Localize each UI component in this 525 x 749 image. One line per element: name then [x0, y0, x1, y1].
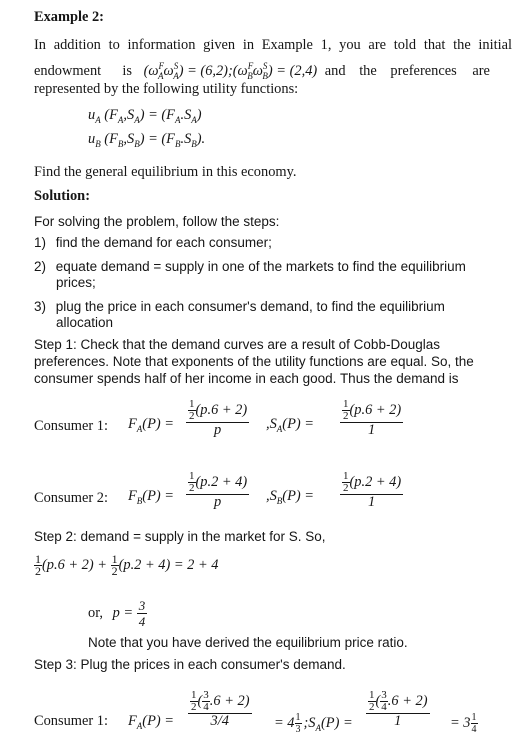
step1-line-3: consumer spends half of her income in each good. Thus the demand is	[34, 371, 459, 386]
step-item-3-text: plug the price in each consumer's demand, to find the equilibrium	[55, 299, 445, 314]
step2-line-1: Step 2: demand = supply in the market for S. So,	[34, 529, 326, 544]
intro-word-and: and	[324, 62, 346, 79]
step-item-1-num: 1)	[34, 235, 47, 250]
intro-line-3: represented by the following utility functions:	[34, 81, 299, 97]
intro-word-are: are	[472, 62, 490, 79]
utility-a: $u_A$ $(F_A,S_A) = (F_A.S_A)$	[88, 107, 202, 125]
step3-fa-fraction: $\frac{1}{2}$ ( $\frac{3}{4}$ .6 + 2) 3/4	[188, 690, 252, 729]
intro-line-1: In addition to information given in Example 1, you are told that the initial	[34, 37, 512, 53]
intro-word-the: the	[359, 62, 377, 79]
step-item-1-text: find the demand for each consumer;	[55, 235, 272, 250]
task-text: Find the general equilibrium in this economy.	[34, 164, 297, 180]
step-item-3-num: 3)	[34, 299, 47, 314]
step-item-2	[34, 258, 512, 276]
step3-label: Consumer 1:	[34, 713, 108, 729]
utility-b: $u_B$ $(F_B,S_B) = (F_B.S_B)$.	[88, 131, 206, 149]
example-heading: Example 2:	[34, 9, 104, 25]
consumer1-label: Consumer 1:	[34, 418, 108, 434]
step2-p-eq: p =	[112, 604, 134, 621]
step3-line-1: Step 3: Plug the prices in each consumer's demand.	[34, 657, 346, 672]
consumer2-fb-fraction: $\frac{1}{2}$ (p.2 + 4) p	[186, 471, 249, 510]
intro-word-is: is	[122, 62, 132, 79]
step-item-2-text: equate demand = supply in one of the markets to find the equilibrium	[55, 259, 466, 274]
endowment-equation: $(\omega^F_A\omega^S_A)$ = $(6,2);(\omega^F_B\omega^S_B) = (2,4)$	[143, 61, 318, 81]
step-item-2-num: 2)	[34, 259, 47, 274]
step2-price-fraction: $\frac{3}{4}$	[138, 598, 146, 629]
consumer1-sa-fraction: $\frac{1}{2}$ (p.6 + 2) 1	[340, 399, 403, 438]
step3-sa-fraction: $\frac{1}{2}$ ( $\frac{3}{4}$ .6 + 2) 1	[366, 690, 430, 729]
document-page: Example 2: In addition to information given in Example 1, you are told that the initial endowment is $(\omega^F_A\omega^S_A)$ = $(6,2);(\omega^F_B\omega^S_B) = (2,4)$ and the preferences are represented by the following utility functions: $u_A$ $(F_A,S_A) = (F_A.S_A)$ $u_B$ $(F_B,S_B) = (F_B.S_B)$. Find the general equilibrium in this economy. Solution: For solving the problem, follow the steps: 1) find the demand for each consumer; 2) equate demand = supply in one of the markets to find the equilibrium prices; 3) plug the price in each consumer's demand, to find the equilibrium allocation Step 1: Check that the demand curves are a result of Cobb-Douglas preferences. Note that exponents of the utility functions are equal. So, the consumer spends half of her income in each good. Thus the demand is Consumer 1: $F_A(P)$ = $\frac{1}{2}$ (p.6 + 2) p $,S_A(P)$ = $\frac{1}{2}$ (p.6 + 2) 1 Consumer 2: $F_B(P)$ = $\frac{1}{2}$ (p.2 + 4) p $,S_B(P)$ = $\frac{1}{2}$ (p.2 + 4) 1 Step 2: demand = supply in the market for S. So, $\frac{1}{2}$ (p.6 + 2) + $\frac{1}{2}$ (p.2 + 4) = 2 + 4 or, p = $\frac{3}{4}$ Note that you have derived the equilibrium price ratio. Step 3: Plug the prices in each consumer's demand. Consumer 1: $F_A(P)$ = $\frac{1}{2}$ ( $\frac{3}{4}$ .6 + 2) 3/4 = 4 $\frac{1}{3}$ $;S_A(P)$ = $\frac{1}{2}$ ( $\frac{3}{4}$ .6 + 2) 1 = 3 $\frac{1}{4}$	[34, 9, 512, 735]
intro-word-preferences: preferences	[390, 62, 457, 79]
step2-price	[88, 598, 147, 629]
step2-note: Note that you have derived the equilibrium price ratio.	[88, 635, 408, 650]
consumer1-fa-fraction: $\frac{1}{2}$ (p.6 + 2) p	[186, 399, 249, 438]
solution-heading: Solution:	[34, 188, 90, 204]
consumer2-label: Consumer 2:	[34, 490, 108, 506]
steps-intro: For solving the problem, follow the steps:	[34, 214, 280, 229]
step1-line-1: Step 1: Check that the demand curves are a result of Cobb-Douglas	[34, 337, 440, 352]
intro-word-endowment: endowment	[34, 62, 102, 79]
step2-or: or,	[88, 604, 104, 621]
consumer2-sb-fraction: $\frac{1}{2}$ (p.2 + 4) 1	[340, 471, 403, 510]
step-item-3-cont: allocation	[56, 315, 114, 330]
step-item-2-cont: prices;	[56, 275, 96, 290]
step2-equation: $\frac{1}{2}$ (p.6 + 2) + $\frac{1}{2}$ (p.2 + 4) = 2 + 4	[35, 552, 219, 578]
step-item-1	[34, 234, 272, 252]
step1-line-2: preferences. Note that exponents of the utility functions are equal. So, the	[34, 354, 474, 369]
